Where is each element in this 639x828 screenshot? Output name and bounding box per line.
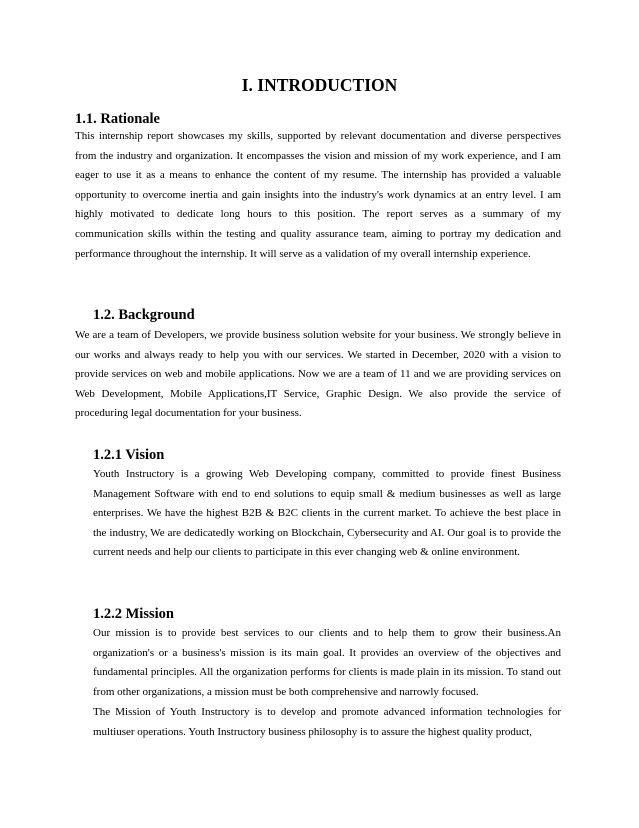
section-body-mission-2: The Mission of Youth Instructory is to develop and promote advanced information technologies for multiuser operations. Youth Instructory business philosophy is to assure the highest quality product, xyxy=(93,706,561,738)
section-body-mission-1: Our mission is to provide best services to our clients and to help them to grow their business.An organization's or a business's mission is its main goal. It provides an overview of the objectives and fundamental principles. All the organization performs for clients is made plain in its mission. To stand out from other organizations, a mission must be both comprehensive and narrowly focused. xyxy=(93,627,561,698)
section-body-vision: Youth Instructory is a growing Web Developing company, committed to provide finest Business Management Software with end to end solutions to equip small & medium businesses as well as large enterprises. We have the highest B2B & B2C clients in the current market. To achieve the best place in the industry, We are dedicatedly working on Blockchain, Cybersecurity and AI. Our goal is to provide the current needs and help our clients to participate in this ever changing web & online environment. xyxy=(93,468,561,559)
section-body-background: We are a team of Developers, we provide business solution website for your business. We strongly believe in our works and always ready to help you with our services. We started in December, 2020 with a vision to provide services on web and mobile applications. Now we are a team of 11 and we are providing services on Web Development, Mobile Applications,IT Service, Graphic Design. We also provide the service of proceduring legal documentation for your business. xyxy=(75,329,561,420)
section-body-rationale: This internship report showcases my skills, supported by relevant documentation and diverse perspectives from the industry and organization. It encompasses the vision and mission of my work experience, and I am eager to use it as a means to enhance the content of my resume. The internship has provided a valuable opportunity to overcome inertia and gain insights into the industry's work dynamics at an entry level. I am highly motivated to dedicate long hours to this position. The report serves as a summary of my communication skills within the testing and quality assurance team, aiming to portray my dedication and performance throughout the internship. It will serve as a validation of my overall internship experience. xyxy=(75,130,561,260)
section-heading-rationale: 1.1. Rationale xyxy=(75,111,160,127)
section-heading-mission: 1.2.2 Mission xyxy=(93,606,174,622)
section-heading-vision: 1.2.1 Vision xyxy=(93,447,165,463)
document-title: I. INTRODUCTION xyxy=(241,75,398,95)
section-heading-background: 1.2. Background xyxy=(93,307,195,323)
